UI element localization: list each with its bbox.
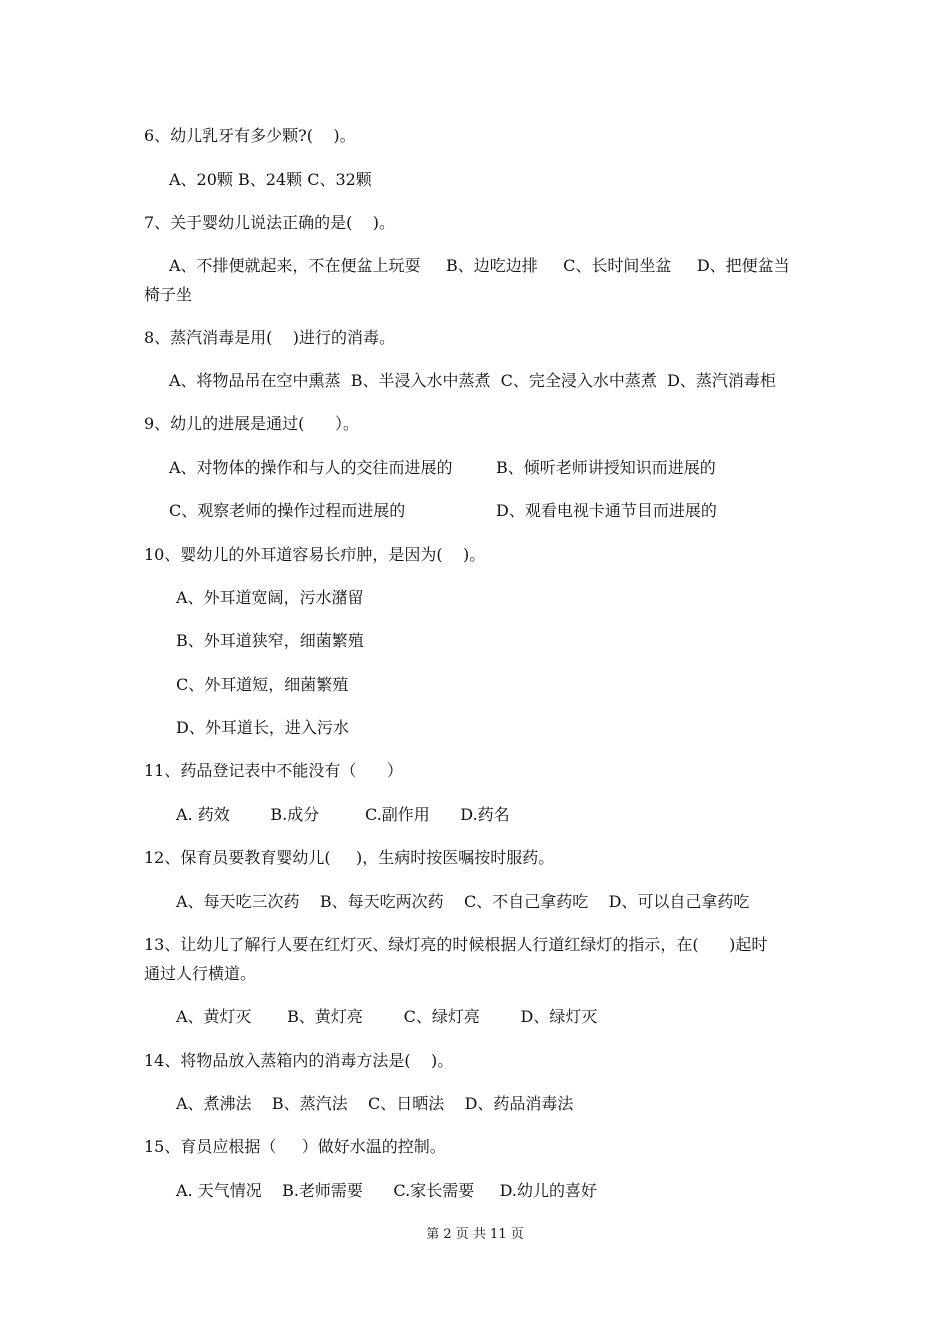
q6-options: A、20颗 B、24颗 C、32颗 <box>169 170 372 189</box>
q6-stem: 6、幼儿乳牙有多少颗?( )。 <box>144 126 356 145</box>
q10-stem: 10、婴幼儿的外耳道容易长疖肿，是因为( )。 <box>144 545 486 564</box>
q7-options-line1: A、不排便就起来，不在便盆上玩耍 B、边吃边排 C、长时间坐盆 D、把便盆当 <box>169 256 790 275</box>
q15-stem: 15、育员应根据（ ）做好水温的控制。 <box>144 1137 446 1156</box>
q10-option-c: C、外耳道短，细菌繁殖 <box>176 675 349 694</box>
q8-options: A、将物品吊在空中熏蒸 B、半浸入水中蒸煮 C、完全浸入水中蒸煮 D、蒸汽消毒柜 <box>169 371 776 390</box>
q9-option-c: C、观察老师的操作过程而进展的 <box>169 501 406 520</box>
q12-stem: 12、保育员要教育婴幼儿( )，生病时按医嘱按时服药。 <box>144 848 555 867</box>
q10-option-a: A、外耳道宽阔，污水潴留 <box>176 588 364 607</box>
q15-options: A. 天气情况 B.老师需要 C.家长需要 D.幼儿的喜好 <box>176 1181 597 1200</box>
q13-options: A、黄灯灭 B、黄灯亮 C、绿灯亮 D、绿灯灭 <box>176 1007 598 1026</box>
page-number-footer: 第 2 页 共 11 页 <box>426 1227 524 1242</box>
q9-option-b: B、倾听老师讲授知识而进展的 <box>496 458 716 477</box>
q10-option-d: D、外耳道长，进入污水 <box>176 718 349 737</box>
q14-stem: 14、将物品放入蒸箱内的消毒方法是( )。 <box>144 1051 454 1070</box>
q13-stem-line2: 通过人行横道。 <box>144 964 257 983</box>
q11-options: A. 药效 B.成分 C.副作用 D.药名 <box>176 805 510 824</box>
q7-stem: 7、关于婴幼儿说法正确的是( )。 <box>144 213 396 232</box>
q8-stem: 8、蒸汽消毒是用( )进行的消毒。 <box>144 328 396 347</box>
q10-option-b: B、外耳道狭窄，细菌繁殖 <box>176 631 364 650</box>
q9-option-a: A、对物体的操作和与人的交往而进展的 <box>169 458 453 477</box>
q11-stem: 11、药品登记表中不能没有（ ） <box>144 761 403 780</box>
q9-stem: 9、幼儿的进展是通过( ）。 <box>144 414 359 433</box>
q14-options: A、煮沸法 B、蒸汽法 C、日晒法 D、药品消毒法 <box>176 1094 574 1113</box>
q13-stem-line1: 13、让幼儿了解行人要在红灯灭、绿灯亮的时候根据人行道红绿灯的指示，在( )起时 <box>144 935 768 954</box>
q7-options-line2: 椅子坐 <box>144 285 193 304</box>
q12-options: A、每天吃三次药 B、每天吃两次药 C、不自己拿药吃 D、可以自己拿药吃 <box>176 892 750 911</box>
q9-option-d: D、观看电视卡通节目而进展的 <box>496 501 717 520</box>
